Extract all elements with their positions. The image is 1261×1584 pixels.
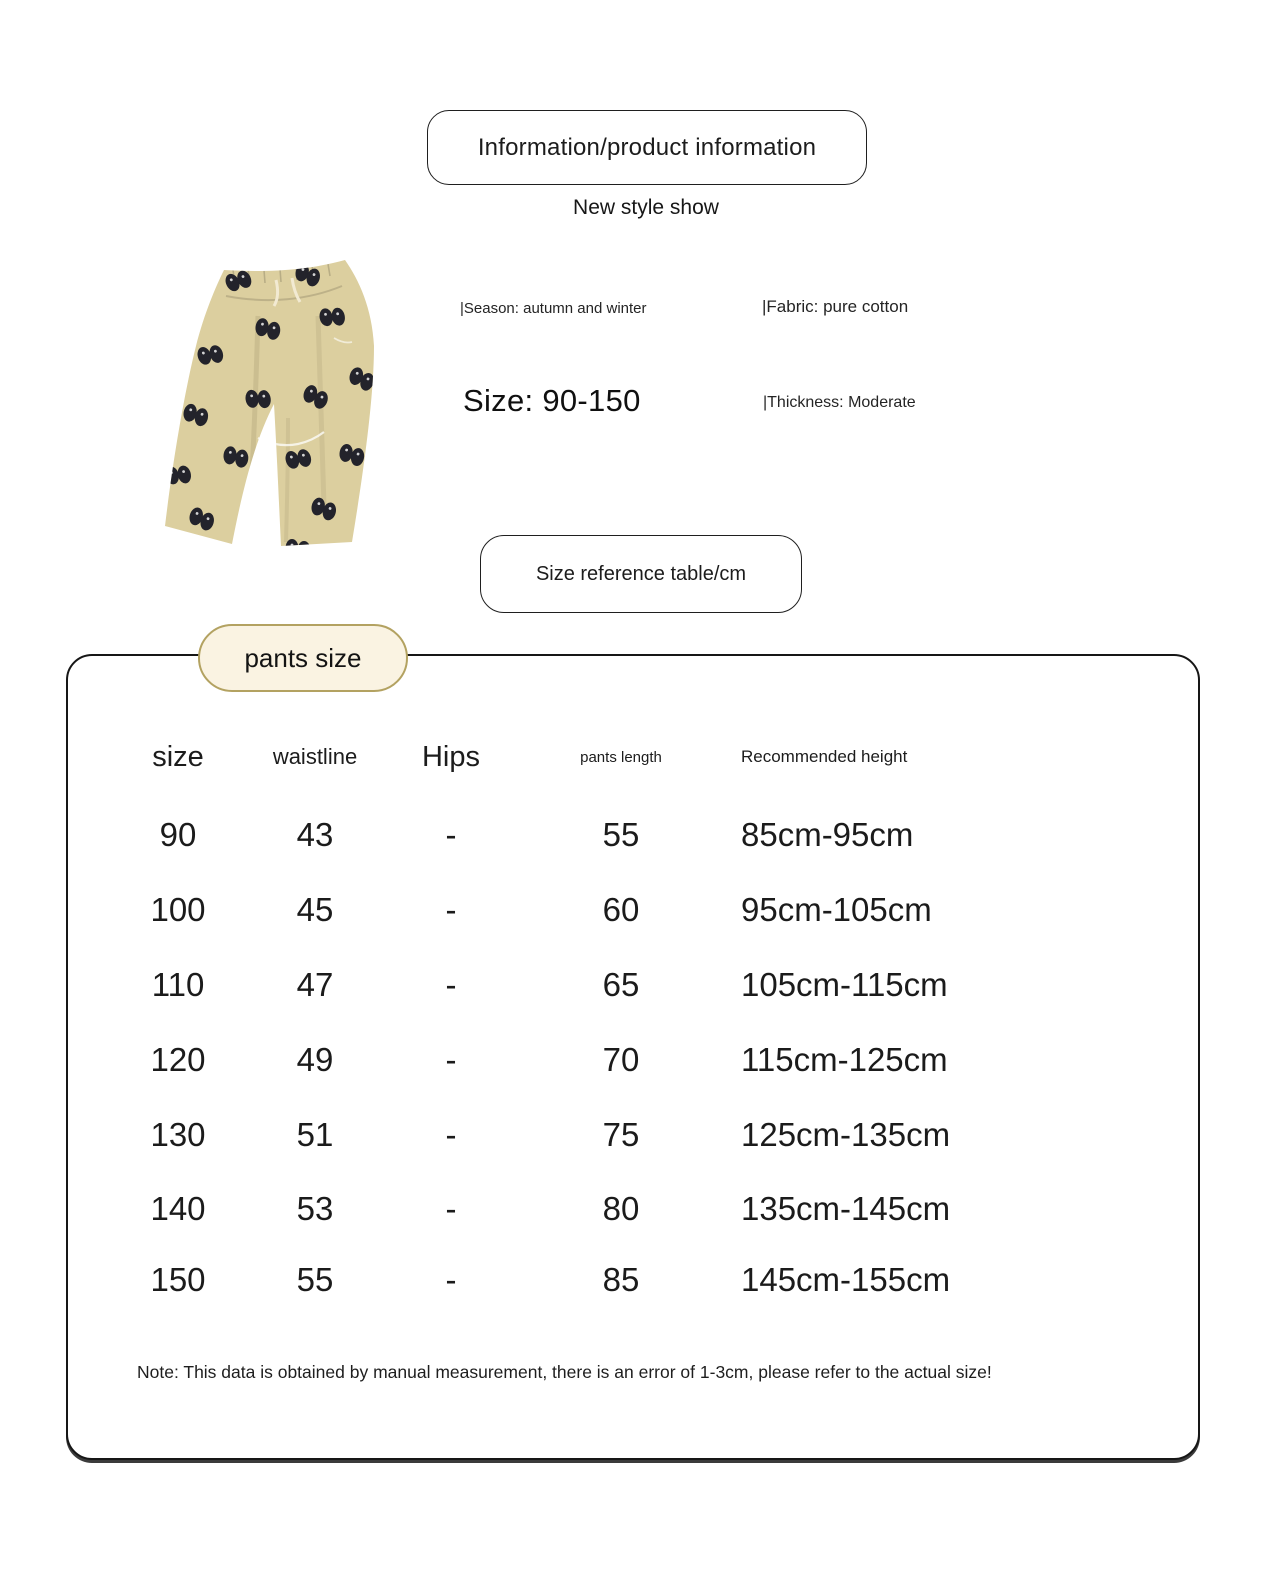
product-info-header-label: Information/product information (477, 133, 817, 161)
cell-hips: - (445, 1190, 457, 1227)
cell-waistline: 51 (296, 1116, 334, 1153)
cell-waistline: 53 (296, 1190, 334, 1227)
cell-size: 110 (151, 966, 205, 1003)
season-text: |Season: autumn and winter (460, 300, 647, 317)
column-header-recommended-height: Recommended height (741, 747, 908, 766)
cell-recommended-height: 135cm-145cm (741, 1190, 951, 1227)
pants-size-badge (198, 624, 408, 692)
cell-size: 100 (150, 891, 206, 928)
cell-pants-length: 65 (602, 966, 640, 1003)
cell-waistline: 47 (296, 966, 334, 1003)
table-row (101, 1038, 1001, 1082)
cell-waistline: 45 (296, 891, 334, 928)
size-reference-header (480, 535, 802, 613)
table-row (101, 1258, 1001, 1302)
size-range-text: Size: 90-150 (463, 383, 641, 418)
cell-pants-length: 80 (602, 1190, 640, 1227)
table-row (101, 963, 1001, 1007)
new-style-show-subtitle: New style show (573, 196, 719, 219)
product-image-pants (138, 246, 432, 558)
cell-hips: - (445, 1041, 457, 1078)
table-header-row (101, 735, 1001, 779)
size-table-panel (66, 654, 1200, 1460)
size-table (101, 656, 1001, 1458)
cell-waistline: 43 (296, 816, 334, 853)
cell-waistline: 49 (296, 1041, 334, 1078)
cell-hips: - (445, 966, 457, 1003)
cell-recommended-height: 145cm-155cm (741, 1261, 951, 1298)
pants-illustration (138, 246, 432, 558)
cell-hips: - (445, 1261, 457, 1298)
size-reference-label: Size reference table/cm (535, 562, 747, 585)
cell-recommended-height: 105cm-115cm (741, 966, 948, 1003)
cell-hips: - (445, 1116, 457, 1153)
thickness-text: |Thickness: Moderate (763, 394, 916, 411)
column-header-pants-length: pants length (580, 748, 662, 766)
cell-waistline: 55 (296, 1261, 334, 1298)
cell-recommended-height: 125cm-135cm (741, 1116, 951, 1153)
cell-pants-length: 55 (602, 816, 640, 853)
column-header-size: size (152, 740, 204, 773)
cell-size: 140 (150, 1190, 206, 1227)
product-info-header (427, 110, 867, 185)
column-header-hips: Hips (421, 740, 480, 773)
table-row (101, 888, 1001, 932)
column-header-waistline: waistline (272, 744, 358, 769)
table-row (101, 813, 1001, 857)
cell-recommended-height: 95cm-105cm (741, 891, 932, 928)
pants-size-badge-label: pants size (244, 642, 362, 673)
cell-recommended-height: 115cm-125cm (741, 1041, 948, 1078)
cell-pants-length: 60 (602, 891, 640, 928)
table-row (101, 1187, 1001, 1231)
cell-size: 130 (150, 1116, 206, 1153)
cell-pants-length: 75 (602, 1116, 640, 1153)
measurement-note: Note: This data is obtained by manual measurement, there is an error of 1-3cm, please refer to the actual size! (137, 1362, 992, 1382)
cell-hips: - (445, 891, 457, 928)
cell-hips: - (445, 816, 457, 853)
cell-pants-length: 85 (602, 1261, 640, 1298)
table-row (101, 1113, 1001, 1157)
cell-pants-length: 70 (602, 1041, 640, 1078)
cell-size: 90 (159, 816, 197, 853)
cell-recommended-height: 85cm-95cm (741, 816, 914, 853)
cell-size: 150 (150, 1261, 206, 1298)
fabric-text: |Fabric: pure cotton (762, 297, 909, 316)
cell-size: 120 (150, 1041, 206, 1078)
